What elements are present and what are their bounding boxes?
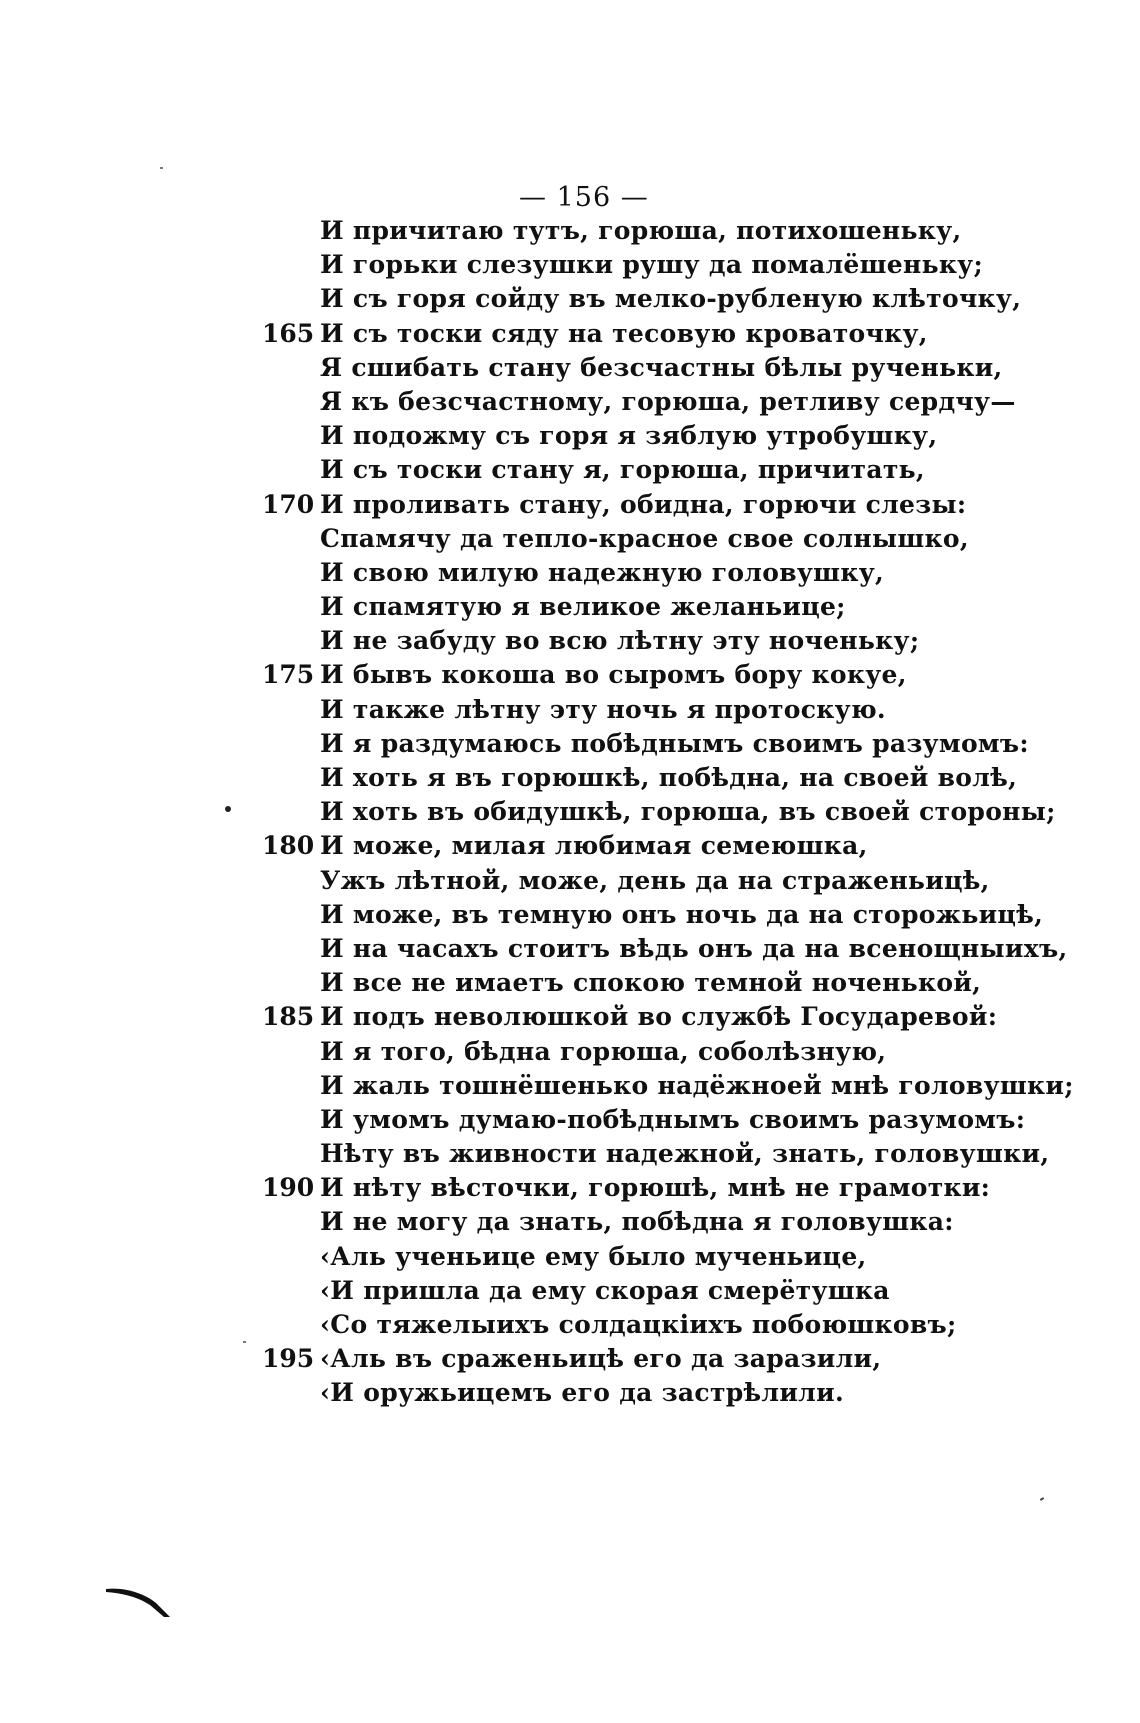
poem-line — [0, 727, 1140, 761]
line-number: 180 — [262, 831, 315, 861]
line-text: ‹Со тяжелыихъ солдацкіихъ побоюшковъ; — [320, 1310, 957, 1339]
poem-line — [0, 932, 1140, 966]
line-text: И не забуду во всю лѣтну эту ноченьку; — [320, 626, 920, 656]
line-text: Нѣту въ живности надежной, знать, головушки, — [320, 1139, 1050, 1169]
poem-line — [0, 419, 1140, 453]
line-text: И хоть я въ горюшкѣ, побѣдна, на своей волѣ, — [320, 763, 1018, 792]
line-text: И жаль тошнёшенько надёжноей мнѣ головушки; — [320, 1070, 1074, 1100]
page-number: — 156 — — [519, 182, 649, 213]
poem-line — [0, 1308, 1140, 1342]
line-text: И я того, бѣдна горюша, соболѣзную, — [320, 1036, 887, 1066]
poem-line — [0, 1000, 1140, 1034]
poem-line — [0, 1376, 1140, 1410]
line-text: И умомъ думаю-побѣднымъ своимъ разумомъ: — [320, 1104, 1026, 1134]
line-text: И на часахъ стоитъ вѣдь онъ да на всенощныихъ, — [320, 933, 1068, 963]
poem-line — [0, 1137, 1140, 1171]
line-text: И нѣту вѣсточки, горюшѣ, мнѣ не грамотки: — [320, 1173, 991, 1203]
poem-line — [0, 282, 1140, 316]
line-text: И также лѣтну эту ночь я протоскую. — [320, 694, 886, 724]
line-number: 195 — [262, 1344, 315, 1374]
line-text: И подожму съ горя я зяблую утробушку, — [320, 421, 938, 451]
line-text: И съ тоски сяду на тесовую кроваточку, — [320, 318, 928, 348]
line-text: ‹Аль въ сраженьицѣ его да заразили, — [320, 1344, 882, 1374]
scan-speck — [225, 806, 231, 812]
line-text: И подъ неволюшкой во службѣ Государевой: — [320, 1002, 998, 1032]
poem-line — [0, 556, 1140, 590]
poem-line — [0, 693, 1140, 727]
line-number: 170 — [262, 489, 315, 519]
line-number: 175 — [262, 660, 315, 690]
poem-line — [0, 488, 1140, 522]
poem-line — [0, 214, 1140, 248]
poem-line — [0, 453, 1140, 487]
line-text: И проливать стану, обидна, горючи слезы: — [320, 489, 967, 519]
poem-line — [0, 761, 1140, 795]
line-text: Спамячу да тепло-красное свое солнышко, — [320, 523, 969, 553]
poem-line — [0, 522, 1140, 556]
scan-ink-stroke — [104, 1583, 174, 1619]
line-text: ‹И пришла да ему скорая смерётушка — [320, 1275, 890, 1305]
line-text: И причитаю тутъ, горюша, потихошеньку, — [320, 216, 962, 245]
line-number: 190 — [262, 1173, 315, 1203]
line-text: И я раздумаюсь побѣднымъ своимъ разумомъ: — [320, 728, 1029, 758]
poem-line — [0, 864, 1140, 898]
line-text: И съ горя сойду въ мелко-рубленую клѣточку, — [320, 284, 1022, 314]
poem-line — [0, 1205, 1140, 1239]
line-text: И хоть въ обидушкѣ, горюша, въ своей стороны; — [320, 797, 1056, 827]
poem-line — [0, 1274, 1140, 1308]
line-text: Ужъ лѣтной, може, день да на страженьицѣ, — [320, 865, 990, 895]
line-number: 185 — [262, 1002, 315, 1032]
poem-line — [0, 317, 1140, 351]
line-text: И не могу да знать, побѣдна я головушка: — [320, 1207, 954, 1237]
poem-line — [0, 1069, 1140, 1103]
line-text: ‹Аль ученьице ему было мученьице, — [320, 1241, 867, 1271]
line-text: Я сшибать стану безсчастны бѣлы рученьки, — [320, 352, 1003, 382]
line-text: И спамятую я великое желаньице; — [320, 592, 846, 622]
line-text: И бывъ кокоша во сыромъ бору кокуе, — [320, 660, 907, 690]
poem-line — [0, 248, 1140, 282]
line-text: И горьки слезушки рушу да помалёшеньку; — [320, 250, 984, 280]
poem-line — [0, 590, 1140, 624]
poem-line — [0, 351, 1140, 385]
poem-line — [0, 1035, 1140, 1069]
line-text: И може, въ темную онъ ночь да на сторожьицѣ, — [320, 899, 1044, 929]
poem-line — [0, 624, 1140, 658]
line-text: И съ тоски стану я, горюша, причитать, — [320, 455, 925, 485]
poem-text — [0, 214, 1140, 1411]
line-number: 165 — [262, 318, 315, 348]
poem-line — [0, 385, 1140, 419]
poem-line — [0, 658, 1140, 692]
poem-line — [0, 966, 1140, 1000]
line-text: И все не имаетъ спокою темной ноченькой, — [320, 968, 982, 998]
line-text: И може, милая любимая семеюшка, — [320, 831, 868, 861]
poem-line — [0, 795, 1140, 829]
line-text: Я къ безсчастному, горюша, ретливу сердчу— — [320, 386, 1016, 416]
poem-line — [0, 1240, 1140, 1274]
poem-line — [0, 1171, 1140, 1205]
scan-speck — [243, 1341, 246, 1343]
poem-line — [0, 898, 1140, 932]
line-text: ‹И оружьицемъ его да застрѣлили. — [320, 1378, 844, 1408]
scan-speck — [1040, 1497, 1044, 1501]
poem-line — [0, 1342, 1140, 1376]
poem-line — [0, 1103, 1140, 1137]
poem-line — [0, 829, 1140, 863]
scan-speck — [160, 167, 163, 169]
line-text: И свою милую надежную головушку, — [320, 557, 885, 587]
